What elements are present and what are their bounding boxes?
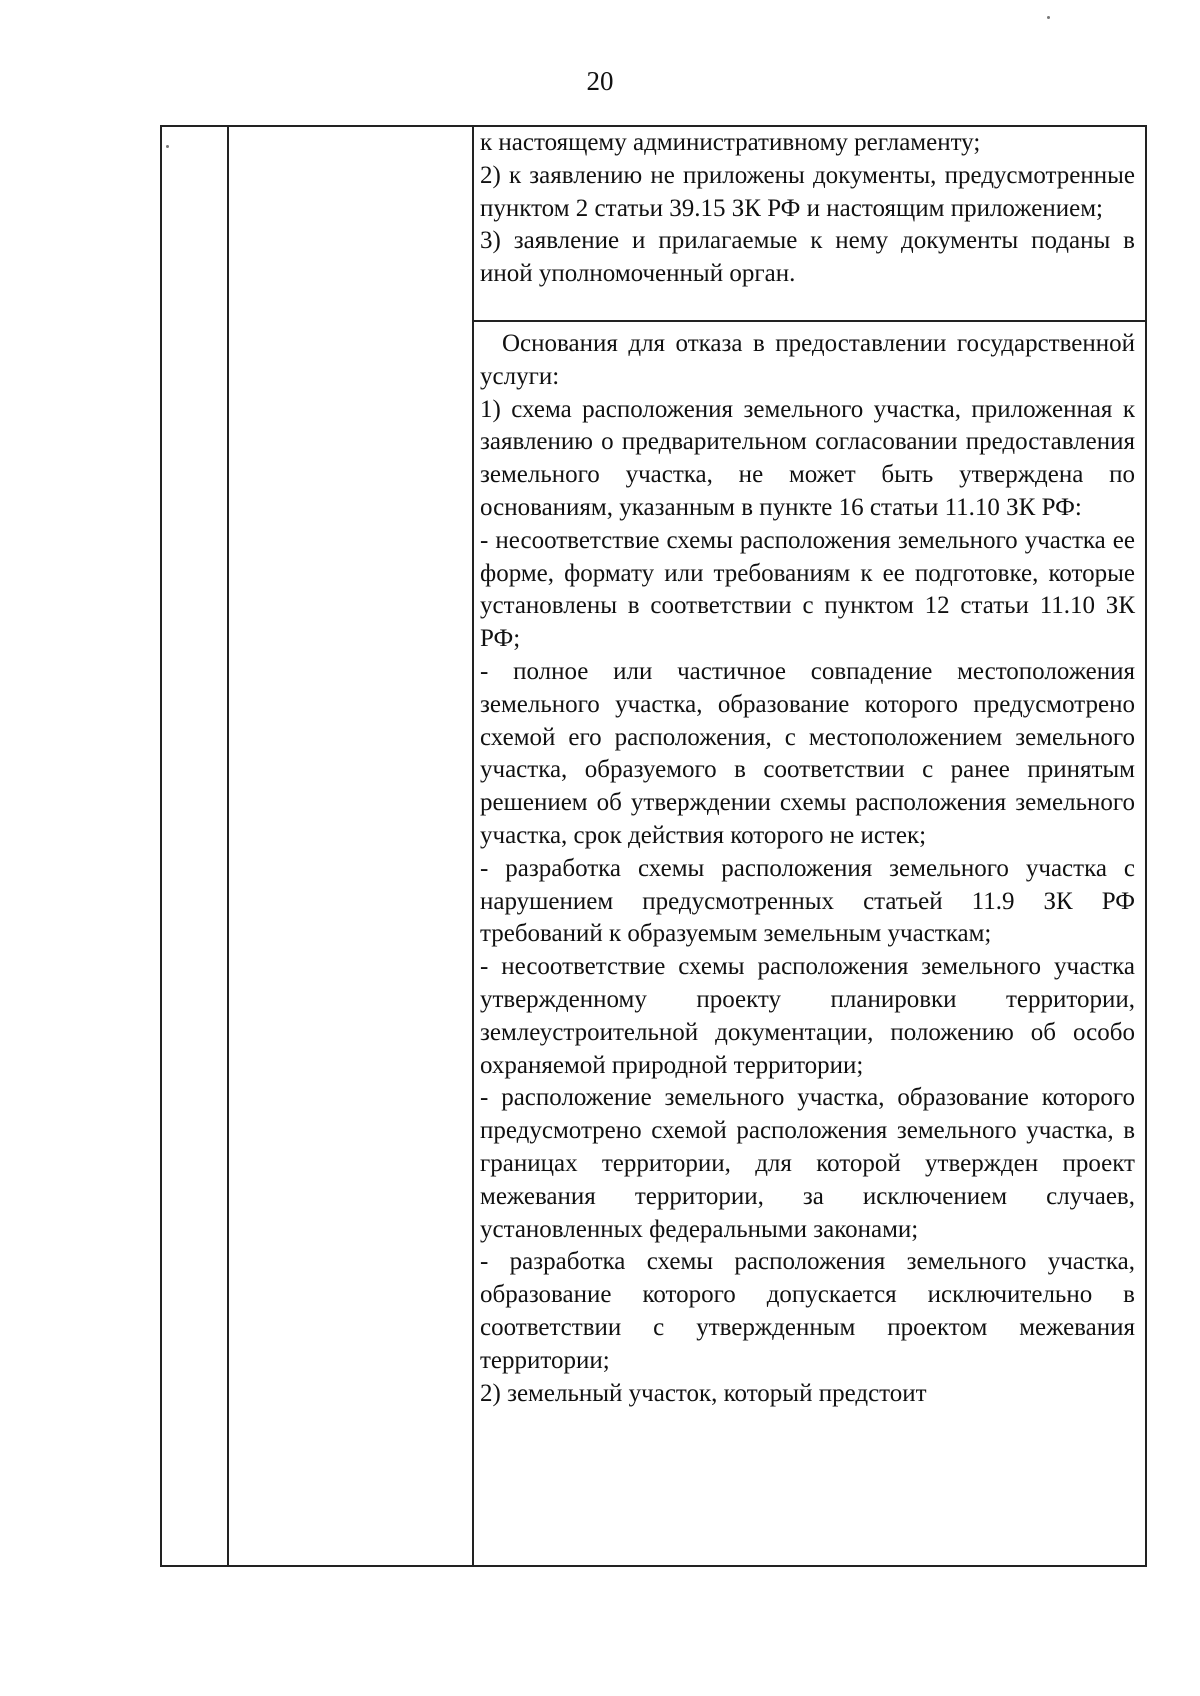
page-number: 20 (586, 66, 614, 96)
paragraph: 2) к заявлению не приложены документы, предусмотренные пунктом 2 статьи 39.15 ЗК РФ и настоящим приложением; (480, 161, 1135, 222)
paragraph: - полное или частичное совпадение местоположения земельного участка, образование которого предусмотрено схемой его расположения, с местоположением земельного участка, образуемого в соответствии с ранее принятым решением об утверждении схемы расположения земельного участка, срок действия которого не истек; (480, 657, 1135, 849)
paragraph: - несоответствие схемы расположения земельного участка ее форме, формату или требованиям к ее подготовке, которые установлены в соответствии с пунктом 12 статьи 11.10 ЗК РФ; (480, 526, 1135, 653)
paragraph: Основания для отказа в предоставлении государственной услуги: (480, 330, 1135, 390)
column-divider-1 (227, 127, 229, 1565)
paragraph: 1) схема расположения земельного участка, приложенная к заявлению о предварительном согласовании предоставления земельного участка, не может быть утверждена по основаниям, указанным в пункте 16 статьи 11.10 ЗК РФ: (480, 395, 1135, 521)
paragraph: - разработка схемы расположения земельного участка с нарушением предусмотренных статьей 11.9 ЗК РФ требований к образуемым земельным участкам; (480, 854, 1135, 948)
paragraph: 2) земельный участок, который предстоит (480, 1379, 927, 1407)
table-cell-lower (480, 328, 1135, 1410)
paragraph: - разработка схемы расположения земельного участка, образование которого допускается исключительно в соответствии с утвержденным проектом межевания территории; (480, 1248, 1135, 1374)
paragraph: 3) заявление и прилагаемые к нему документы поданы в иной уполномоченный орган. (480, 227, 1135, 288)
scan-speck (1047, 16, 1050, 19)
table-cell-upper (480, 127, 1135, 291)
paragraph: - несоответствие схемы расположения земельного участка утвержденному проекту планировки территории, землеустроительной документации, положению об особо охраняемой природной территории; (480, 953, 1135, 1079)
row-divider (474, 320, 1145, 322)
column-divider-2 (472, 127, 474, 1565)
paragraph: к настоящему административному регламенту; (480, 129, 981, 156)
paragraph: - расположение земельного участка, образование которого предусмотрено схемой расположения земельного участка, в границах территории, для которой утвержден проект межевания территории, за исключением случаев, установленных федеральными законами; (480, 1084, 1135, 1243)
scan-speck (166, 145, 169, 148)
document-table (160, 125, 1147, 1567)
